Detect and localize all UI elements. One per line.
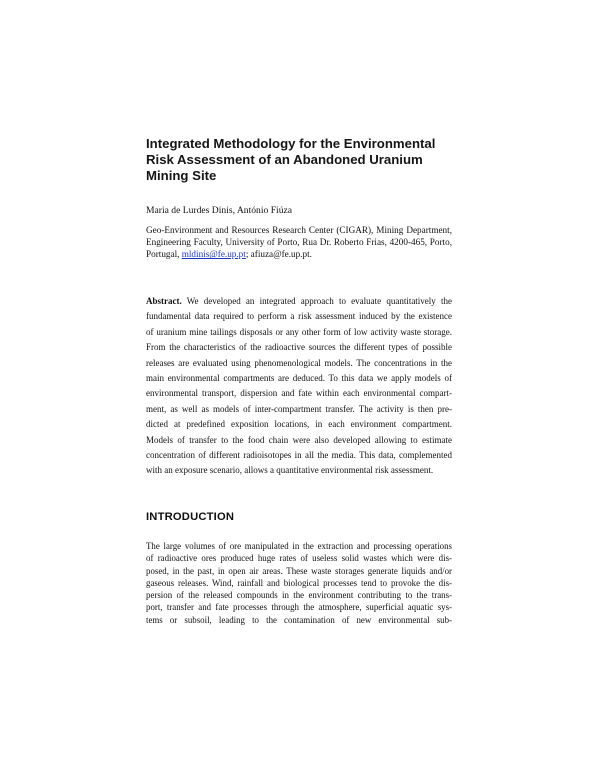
abstract-line: main environmental compartments are deduced. To this data we apply models of	[146, 373, 452, 384]
affiliation-line: Engineering Faculty, University of Porto, Rua Dr. Roberto Frias, 4200-465, Porto,	[146, 237, 452, 248]
body-line: posed, in the past, in open air areas. These waste storages generate liquids and/or	[146, 565, 452, 576]
abstract-first-line	[146, 294, 452, 309]
abstract-line: From the characteristics of the radioactive sources the different types of possible	[146, 342, 452, 353]
abstract-line: fundamental data required to perform a risk assessment induced by the existence	[146, 311, 452, 322]
paper-title	[146, 136, 466, 185]
abstract-section	[146, 294, 452, 479]
title-line: Integrated Methodology for the Environmental	[146, 136, 436, 151]
author-list: Maria de Lurdes Dinis, António Fiúza	[146, 205, 293, 216]
introduction-body	[146, 540, 452, 626]
title-line: Mining Site	[146, 168, 217, 184]
abstract-line: ment, as well as models of inter-compartment transfer. The activity is then pre-	[146, 403, 452, 414]
body-line: gaseous releases. Wind, rainfall and biological processes tend to provoke the dis-	[146, 577, 452, 588]
section-heading-introduction: INTRODUCTION	[146, 511, 235, 523]
body-line: of radioactive ores produced huge rates of useless solid wastes which were dis-	[146, 553, 452, 564]
abstract-line: releases are evaluated using phenomenological models. The concentrations in the	[146, 357, 452, 368]
abstract-line: of uranium mine tailings disposals or any other form of low activity waste storage.	[146, 326, 452, 337]
abstract-line: Models of transfer to the food chain were also developed allowing to estimate	[146, 434, 452, 445]
affiliation-country: Portugal,	[146, 249, 182, 260]
body-line: tems or subsoil, leading to the contamination of new environmental sub-	[146, 614, 452, 625]
abstract-text: We developed an integrated approach to evaluate quantitatively the	[181, 296, 452, 306]
affiliation-block	[146, 224, 452, 261]
abstract-line: concentration of different radioisotopes in all the media. This data, complemented	[146, 450, 452, 461]
abstract-line: with an exposure scenario, allows a quantitative environmental risk assessment.	[146, 465, 434, 476]
affiliation-contact-line	[146, 248, 452, 260]
abstract-line: environmental transport, dispersion and fate within each environmental compart-	[146, 388, 452, 399]
title-line: Risk Assessment of an Abandoned Uranium	[146, 152, 423, 168]
body-line: The large volumes of ore manipulated in the extraction and processing operations	[146, 541, 452, 551]
body-line: persion of the released compounds in the environment contributing to the trans-	[146, 590, 452, 601]
body-line: port, transfer and fate processes through the atmosphere, superficial aquatic sys-	[146, 602, 452, 613]
abstract-label: Abstract.	[146, 296, 182, 306]
email-link[interactable]: mldinis@fe.up.pt	[181, 249, 246, 260]
affiliation-line: Geo-Environment and Resources Research Center (CIGAR), Mining Department,	[146, 225, 452, 235]
affiliation-email-2: ; afiuza@fe.up.pt.	[245, 249, 312, 260]
abstract-line: dicted at predefined exposition locations, in each environment compartment.	[146, 419, 452, 430]
